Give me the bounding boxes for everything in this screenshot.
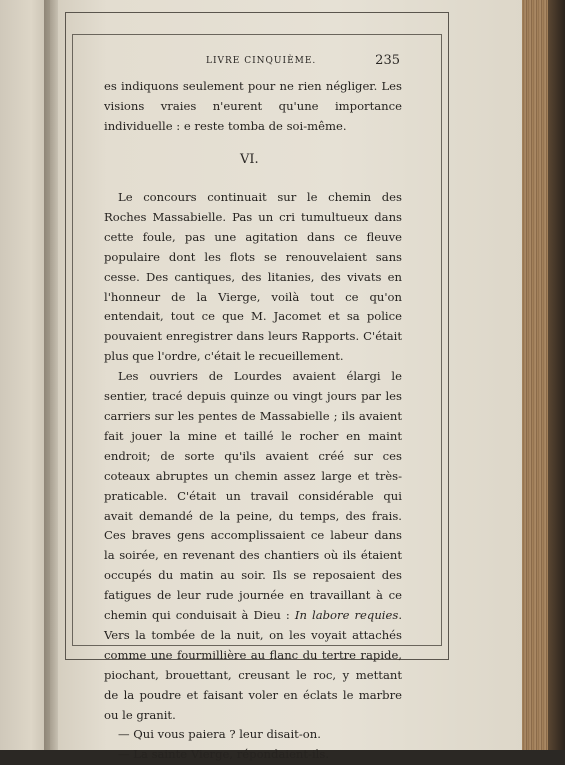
continued-paragraph	[104, 77, 402, 137]
dialog-line-1: — Qui vous paiera ? leur disait-on.	[118, 727, 321, 742]
fragment-text: es indiquons seulement pour ne rien négliger. Les visions vraies n'eurent qu'une importance individuelle : e reste tomba de soi-même.	[104, 79, 402, 133]
section-body	[104, 188, 402, 765]
paragraph-2-start: Les ouvriers de Lourdes avaient élargi le sentier, tracé depuis quinze ou vingt jours par les carriers sur les pentes de Massabielle ; ils avaient fait jouer la mine et taillé le rocher en maint endroit; de sorte qu'ils avaient créé sur ces coteaux abruptes un chemin assez large et très-praticable. C'était un travail considérable qui avait demandé de la peine, du temps, des frais. Ces braves gens accomplissaient ce labeur dans la soirée, en revenant des chantiers où ils étaient occupés du matin au soir. Ils se reposaient des fatigues de leur rude journée en travaillant à ce chemin qui conduisait à Dieu :	[104, 369, 402, 623]
paragraph-2	[104, 367, 402, 725]
section-heading: VI.	[240, 152, 259, 167]
page-number: 235	[375, 53, 400, 68]
page-header	[100, 53, 400, 72]
latin-phrase: In labore requies	[294, 608, 399, 623]
dialog-line-2: — La sainte Vierge, répondaient-ils.	[118, 747, 330, 762]
book-cover-edge	[548, 0, 565, 750]
paragraph-1: Le concours continuait sur le chemin des Roches Massabielle. Pas un cri tumultueux dans cette foule, pas une agitation dans ce fleuve populaire dont les flots se renouvelaient sans cesse. Des cantiques, des litanies, des vivats en l'honneur de la Vierge, voilà tout ce qu'on entendait, tout ce que M. Jacomet et sa police pouvaient enregistrer dans leurs Rapports. C'était plus que l'ordre, c'était le recueillement.	[104, 190, 402, 364]
paragraph-2-end: . Vers la tombée de la nuit, on les voyait attachés comme une fourmillière au flanc du tertre rapide, piochant, brouettant, creusant le roc, y mettant de la poudre et faisant voler en éclats le marbre ou le granit.	[104, 608, 403, 722]
running-title: LIVRE CINQUIÈME.	[206, 56, 317, 66]
book-gutter	[44, 0, 58, 750]
